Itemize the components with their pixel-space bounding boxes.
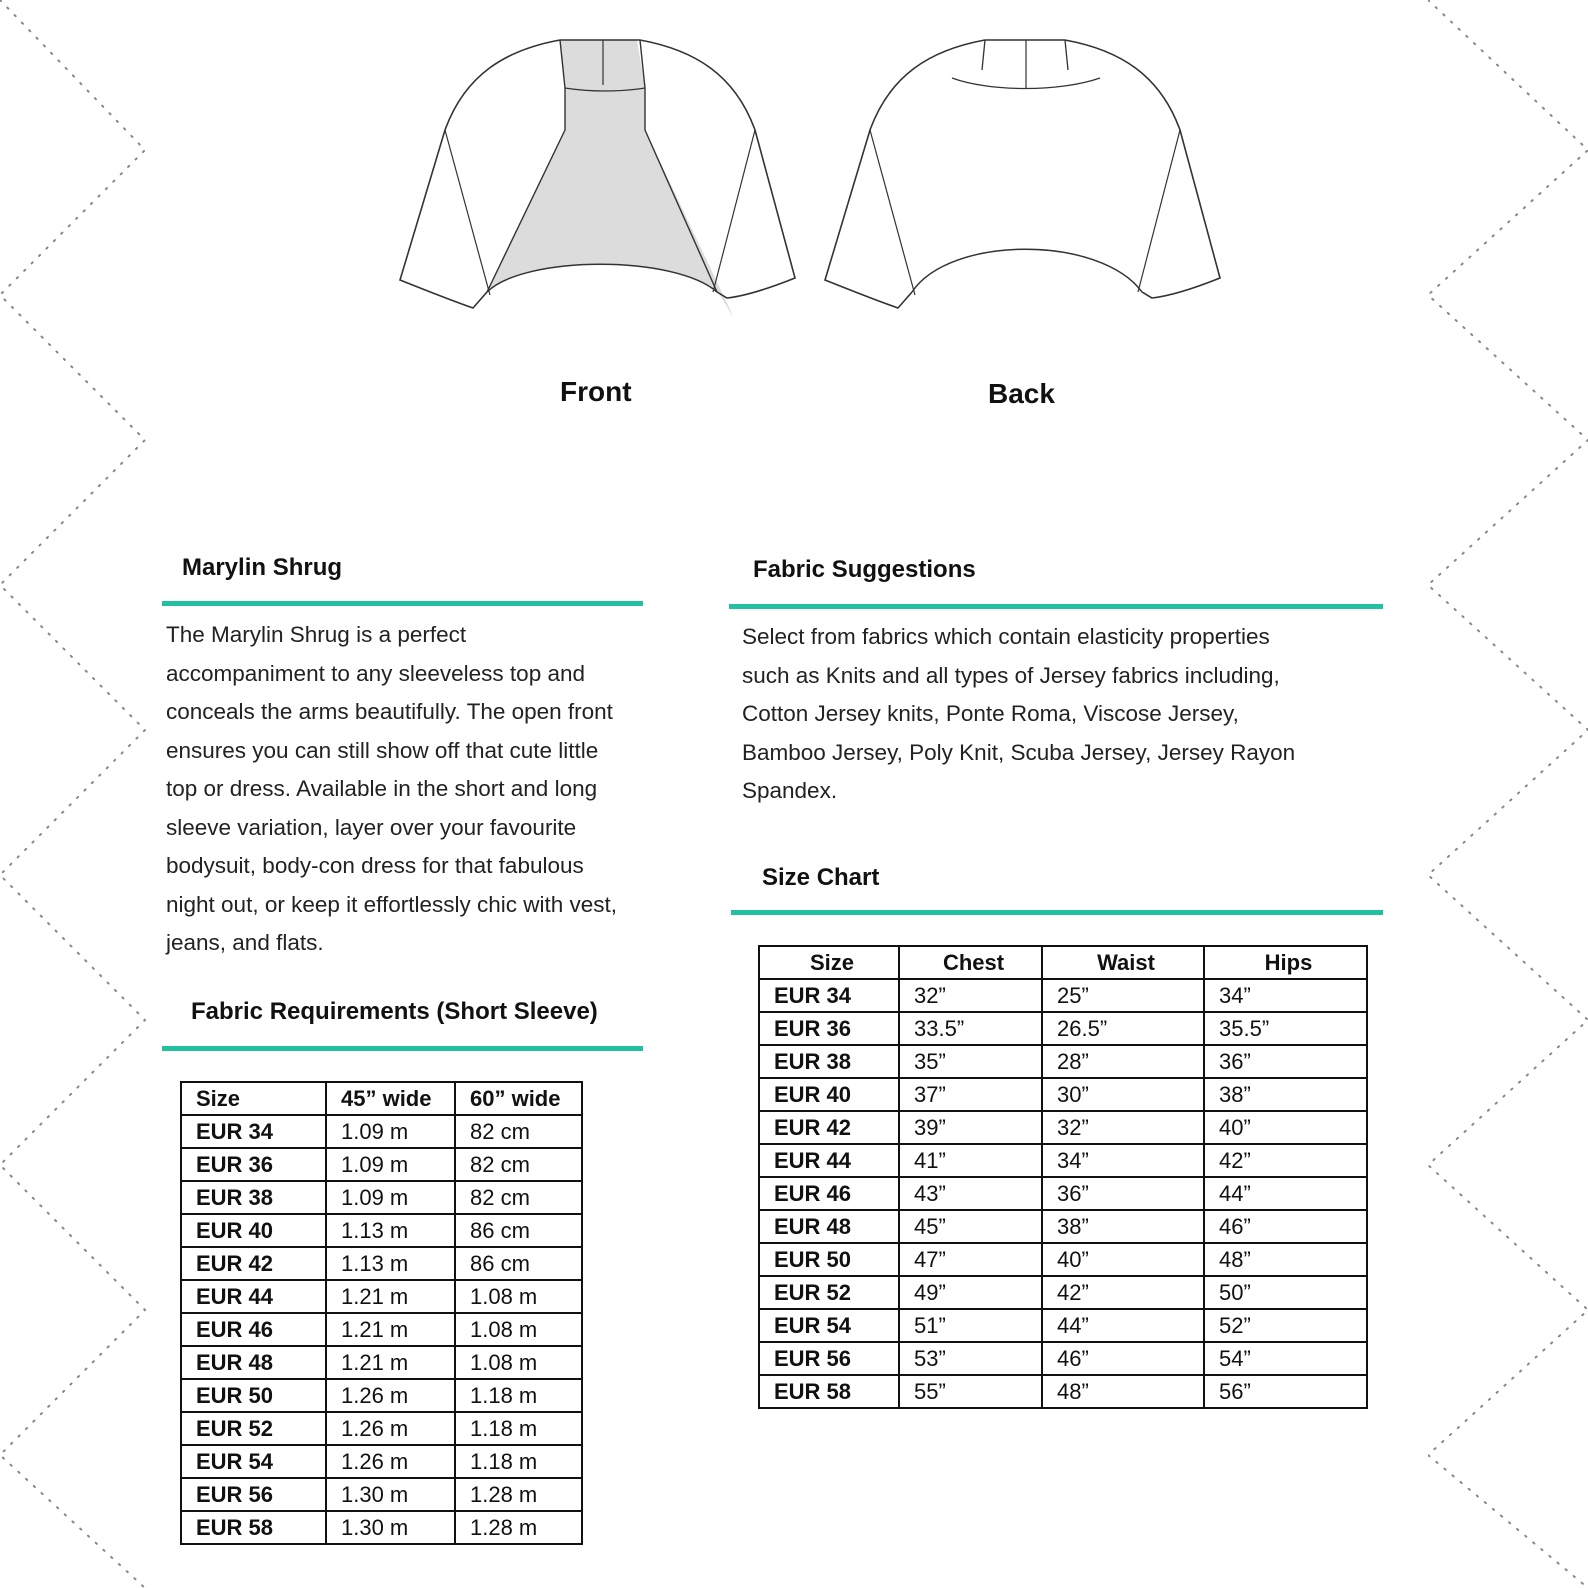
size-cell: EUR 44 (759, 1144, 899, 1177)
column-header: Chest (899, 946, 1042, 979)
table-row (181, 1379, 582, 1412)
table-row (181, 1181, 582, 1214)
value-cell: 32” (1042, 1111, 1204, 1144)
table-row (759, 1144, 1367, 1177)
value-cell: 52” (1204, 1309, 1367, 1342)
column-header: 60” wide (455, 1082, 582, 1115)
description-line: jeans, and flats. (166, 930, 324, 955)
column-header: Size (181, 1082, 326, 1115)
table-row (181, 1280, 582, 1313)
table-row (181, 1148, 582, 1181)
table-row (759, 1276, 1367, 1309)
value-cell: 1.09 m (326, 1115, 455, 1148)
value-cell: 1.21 m (326, 1280, 455, 1313)
value-cell: 1.18 m (455, 1412, 582, 1445)
value-cell: 1.28 m (455, 1511, 582, 1544)
table-row (181, 1115, 582, 1148)
value-cell: 1.08 m (455, 1280, 582, 1313)
table-row (759, 1210, 1367, 1243)
value-cell: 26.5” (1042, 1012, 1204, 1045)
pattern-title-rule (162, 601, 643, 606)
value-cell: 1.21 m (326, 1346, 455, 1379)
value-cell: 1.13 m (326, 1214, 455, 1247)
value-cell: 1.30 m (326, 1478, 455, 1511)
fabric-suggestion-line: Spandex. (742, 778, 838, 803)
value-cell: 1.28 m (455, 1478, 582, 1511)
fabric-requirements-title: Fabric Requirements (Short Sleeve) (191, 998, 598, 1025)
size-cell: EUR 34 (759, 979, 899, 1012)
table-row (181, 1346, 582, 1379)
size-cell: EUR 42 (181, 1247, 326, 1280)
value-cell: 86 cm (455, 1247, 582, 1280)
fabric-suggestion-line: Select from fabrics which contain elasticity properties (742, 624, 1270, 649)
value-cell: 49” (899, 1276, 1042, 1309)
size-cell: EUR 56 (181, 1478, 326, 1511)
value-cell: 36” (1042, 1177, 1204, 1210)
value-cell: 46” (1204, 1210, 1367, 1243)
front-view-label: Front (560, 376, 632, 407)
size-chart-rule (731, 910, 1383, 915)
front-garment-sketch (395, 30, 805, 315)
back-garment-sketch (820, 30, 1230, 315)
size-cell: EUR 48 (181, 1346, 326, 1379)
value-cell: 82 cm (455, 1115, 582, 1148)
table-row (181, 1214, 582, 1247)
pattern-description (166, 616, 691, 963)
value-cell: 34” (1042, 1144, 1204, 1177)
table-row (181, 1247, 582, 1280)
value-cell: 43” (899, 1177, 1042, 1210)
value-cell: 1.26 m (326, 1379, 455, 1412)
column-header: Waist (1042, 946, 1204, 979)
description-line: The Marylin Shrug is a perfect (166, 622, 467, 647)
size-cell: EUR 58 (181, 1511, 326, 1544)
fabric-suggestions-title: Fabric Suggestions (753, 556, 976, 583)
size-cell: EUR 44 (181, 1280, 326, 1313)
value-cell: 86 cm (455, 1214, 582, 1247)
size-cell: EUR 36 (181, 1148, 326, 1181)
value-cell: 33.5” (899, 1012, 1042, 1045)
value-cell: 1.08 m (455, 1313, 582, 1346)
description-line: accompaniment to any sleeveless top and (166, 660, 585, 686)
value-cell: 45” (899, 1210, 1042, 1243)
back-view-label: Back (988, 378, 1055, 409)
table-header-row (181, 1082, 582, 1115)
value-cell: 1.13 m (326, 1247, 455, 1280)
pattern-title: Marylin Shrug (182, 554, 343, 581)
value-cell: 48” (1042, 1375, 1204, 1408)
value-cell: 42” (1042, 1276, 1204, 1309)
description-line: sleeve variation, layer over your favourite (166, 814, 577, 840)
value-cell: 47” (899, 1243, 1042, 1276)
description-line: top or dress. Available in the short and long (166, 776, 598, 801)
size-chart-title: Size Chart (762, 864, 880, 891)
value-cell: 35.5” (1204, 1012, 1367, 1045)
fabric-suggestion-line: such as Knits and all types of Jersey fabrics including, (742, 662, 1280, 688)
table-row (759, 1342, 1367, 1375)
value-cell: 37” (899, 1078, 1042, 1111)
value-cell: 53” (899, 1342, 1042, 1375)
table-row (759, 1078, 1367, 1111)
value-cell: 1.18 m (455, 1445, 582, 1478)
column-header: 45” wide (326, 1082, 455, 1115)
value-cell: 39” (899, 1111, 1042, 1144)
value-cell: 44” (1204, 1177, 1367, 1210)
fabric-suggestions-text (742, 618, 1382, 811)
value-cell: 1.26 m (326, 1445, 455, 1478)
size-cell: EUR 58 (759, 1375, 899, 1408)
value-cell: 50” (1204, 1276, 1367, 1309)
size-chart-table (758, 945, 1368, 1409)
value-cell: 82 cm (455, 1181, 582, 1214)
value-cell: 34” (1204, 979, 1367, 1012)
size-cell: EUR 40 (181, 1214, 326, 1247)
value-cell: 40” (1042, 1243, 1204, 1276)
column-header: Size (759, 946, 899, 979)
table-row (759, 1309, 1367, 1342)
size-cell: EUR 46 (181, 1313, 326, 1346)
value-cell: 41” (899, 1144, 1042, 1177)
table-row (181, 1511, 582, 1544)
table-row (759, 1012, 1367, 1045)
value-cell: 1.26 m (326, 1412, 455, 1445)
value-cell: 1.30 m (326, 1511, 455, 1544)
size-cell: EUR 54 (181, 1445, 326, 1478)
value-cell: 1.09 m (326, 1181, 455, 1214)
value-cell: 56” (1204, 1375, 1367, 1408)
value-cell: 55” (899, 1375, 1042, 1408)
fabric-requirements-table (180, 1081, 583, 1545)
value-cell: 1.18 m (455, 1379, 582, 1412)
table-row (181, 1412, 582, 1445)
size-cell: EUR 54 (759, 1309, 899, 1342)
right-dotted-border (1428, 0, 1588, 1588)
value-cell: 44” (1042, 1309, 1204, 1342)
value-cell: 1.21 m (326, 1313, 455, 1346)
column-header: Hips (1204, 946, 1367, 979)
value-cell: 51” (899, 1309, 1042, 1342)
table-row (181, 1313, 582, 1346)
size-cell: EUR 42 (759, 1111, 899, 1144)
size-cell: EUR 46 (759, 1177, 899, 1210)
value-cell: 35” (899, 1045, 1042, 1078)
size-cell: EUR 40 (759, 1078, 899, 1111)
size-cell: EUR 38 (181, 1181, 326, 1214)
value-cell: 30” (1042, 1078, 1204, 1111)
value-cell: 28” (1042, 1045, 1204, 1078)
value-cell: 25” (1042, 979, 1204, 1012)
fabric-suggestion-line: Cotton Jersey knits, Ponte Roma, Viscose Jersey, (742, 701, 1239, 726)
description-line: bodysuit, body-con dress for that fabulous (166, 853, 584, 878)
fabric-suggestion-line: Bamboo Jersey, Poly Knit, Scuba Jersey, Jersey Rayon (742, 739, 1296, 765)
size-cell: EUR 34 (181, 1115, 326, 1148)
description-line: ensures you can still show off that cute little (166, 737, 599, 763)
size-cell: EUR 52 (181, 1412, 326, 1445)
value-cell: 1.08 m (455, 1346, 582, 1379)
table-row (181, 1445, 582, 1478)
value-cell: 40” (1204, 1111, 1367, 1144)
value-cell: 36” (1204, 1045, 1367, 1078)
left-dotted-border (0, 0, 160, 1588)
table-row (759, 1111, 1367, 1144)
size-cell: EUR 56 (759, 1342, 899, 1375)
value-cell: 42” (1204, 1144, 1367, 1177)
value-cell: 32” (899, 979, 1042, 1012)
value-cell: 82 cm (455, 1148, 582, 1181)
value-cell: 38” (1042, 1210, 1204, 1243)
fabric-suggestions-rule (729, 604, 1383, 609)
size-cell: EUR 38 (759, 1045, 899, 1078)
value-cell: 1.09 m (326, 1148, 455, 1181)
value-cell: 46” (1042, 1342, 1204, 1375)
size-cell: EUR 50 (759, 1243, 899, 1276)
size-cell: EUR 52 (759, 1276, 899, 1309)
table-header-row (759, 946, 1367, 979)
table-row (181, 1478, 582, 1511)
fabric-requirements-rule (162, 1046, 643, 1051)
table-row (759, 979, 1367, 1012)
value-cell: 48” (1204, 1243, 1367, 1276)
table-row (759, 1243, 1367, 1276)
description-line: night out, or keep it effortlessly chic with vest, (166, 891, 618, 917)
size-cell: EUR 36 (759, 1012, 899, 1045)
description-line: conceals the arms beautifully. The open front (166, 699, 613, 724)
table-row (759, 1177, 1367, 1210)
table-row (759, 1045, 1367, 1078)
value-cell: 54” (1204, 1342, 1367, 1375)
table-row (759, 1375, 1367, 1408)
size-cell: EUR 48 (759, 1210, 899, 1243)
size-cell: EUR 50 (181, 1379, 326, 1412)
value-cell: 38” (1204, 1078, 1367, 1111)
